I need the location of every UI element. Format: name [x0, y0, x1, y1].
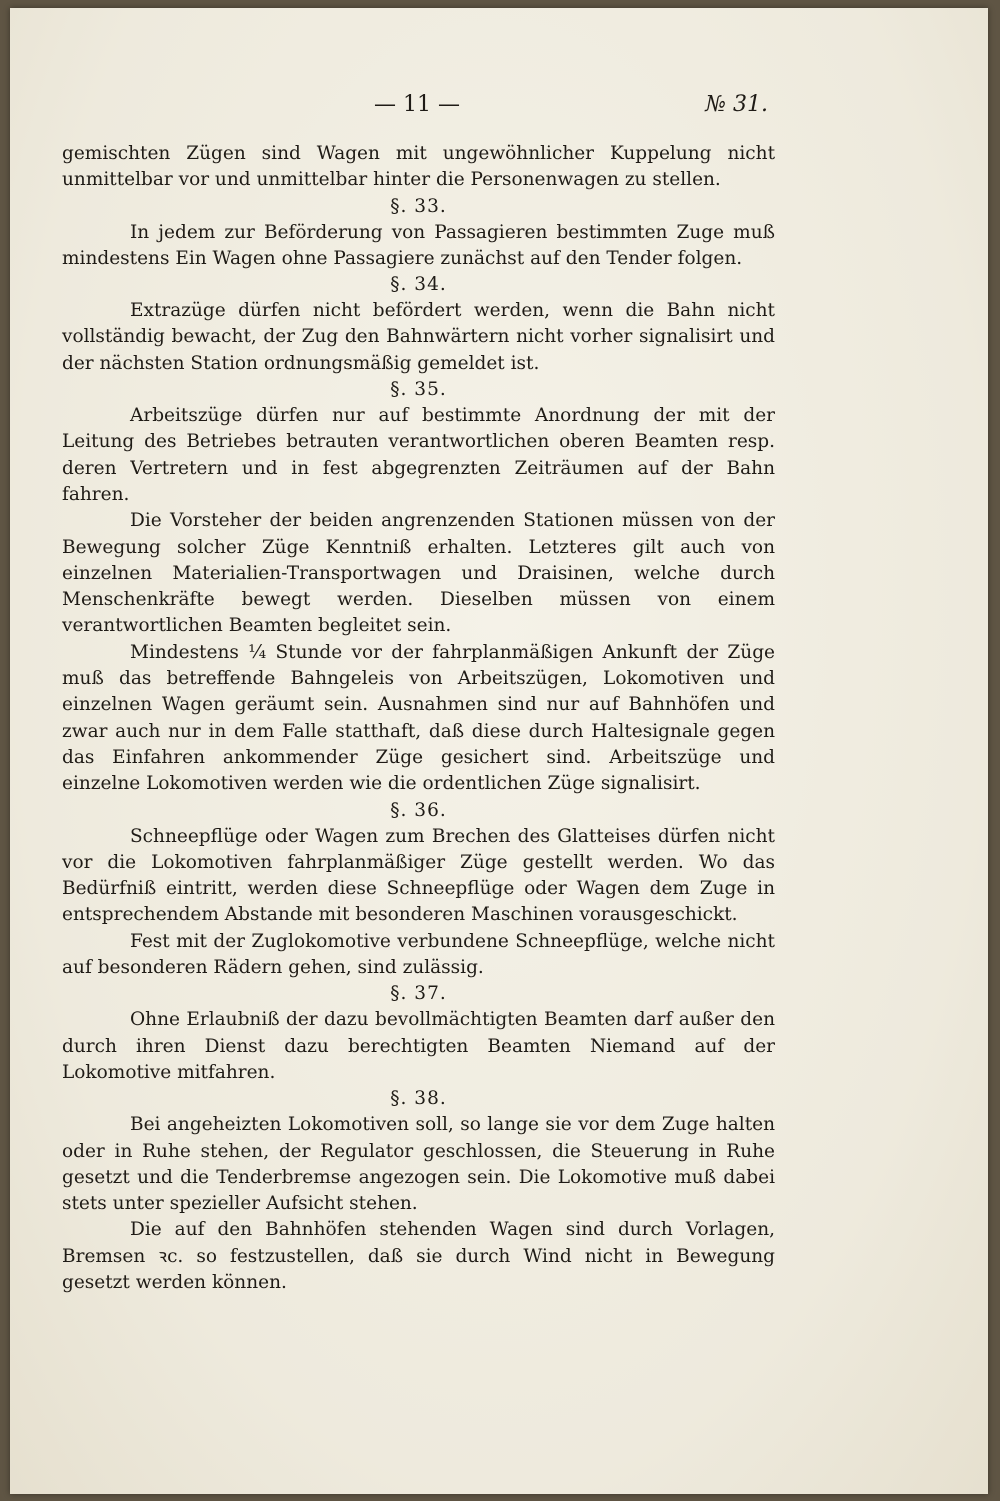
section-heading-35: §. 35. [390, 379, 447, 401]
issue-number: № 31. [705, 92, 768, 117]
section-38-paragraph-2: Die auf den Bahnhöfen stehenden Wagen sind durch Vorlagen, Bremsen ꝛc. so festzustellen, daß sie durch Wind nicht in Bewegung gesetzt werden können. [62, 1219, 775, 1293]
section-38-paragraph-1: Bei angeheizten Lokomotiven soll, so lange sie vor dem Zuge halten oder in Ruhe stehen, der Regulator geschlossen, die Steuerung in Ruhe gesetzt und die Tenderbremse angezogen sein. Die Lokomotive muß dabei stets unter spezieller Aufsicht stehen. [62, 1114, 775, 1215]
section-36-paragraph-1: Schneepflüge oder Wagen zum Brechen des Glatteises dürfen nicht vor die Lokomotiven fahrplanmäßiger Züge gestellt werden. Wo das Bedürfniß eintritt, werden diese Schneepflüge oder Wagen dem Zuge in entsprechendem Abstande mit besonderen Maschinen vorausgeschickt. [62, 825, 775, 926]
section-heading-36: §. 36. [390, 799, 447, 821]
section-35-paragraph-2: Die Vorsteher der beiden angrenzenden Stationen müssen von der Bewegung solcher Züge Kenntniß erhalten. Letzteres gilt auch von einzelnen Materialien-Transportwagen und Draisinen, welche durch Menschenkräfte bewegt werden. Dieselben müssen von einem verantwortlichen Beamten begleitet sein. [62, 510, 775, 637]
section-33-paragraph-1: In jedem zur Beförderung von Passagieren bestimmten Zuge muß mindestens Ein Wagen ohne Passagiere zunächst auf den Tender folgen. [62, 221, 775, 269]
section-heading-34: §. 34. [390, 274, 447, 296]
page-header [10, 92, 988, 132]
document-page [10, 8, 988, 1494]
section-35-paragraph-1: Arbeitszüge dürfen nur auf bestimmte Anordnung der mit der Leitung des Betriebes betrauten verantwortlichen oberen Beamten resp. deren Vertretern und in fest abgegrenzten Zeiträumen auf der Bahn fahren. [62, 405, 775, 505]
section-37-paragraph-1: Ohne Erlaubniß der dazu bevollmächtigten Beamten darf außer den durch ihren Dienst dazu berechtigten Beamten Niemand auf der Lokomotive mitfahren. [62, 1009, 775, 1083]
section-heading-33: §. 33. [390, 195, 447, 217]
document-body [62, 141, 775, 1296]
page-number: — 11 — [374, 92, 460, 117]
section-34-paragraph-1: Extrazüge dürfen nicht befördert werden, wenn die Bahn nicht vollständig bewacht, der Zug den Bahnwärtern nicht vorher signalisirt und der nächsten Station ordnungsmäßig gemeldet ist. [62, 300, 775, 374]
section-35-paragraph-3: Mindestens ¼ Stunde vor der fahrplanmäßigen Ankunft der Züge muß das betreffende Bahngeleis von Arbeitszügen, Lokomotiven und einzelnen Wagen geräumt sein. Ausnahmen sind nur auf Bahnhöfen und zwar auch nur in dem Falle statthaft, daß diese durch Haltesignale gegen das Einfahren ankommender Züge gesichert sind. Arbeitszüge und einzelne Lokomotiven werden wie die ordentlichen Züge signalisirt. [62, 641, 775, 795]
section-heading-37: §. 37. [390, 983, 447, 1005]
intro-paragraph: gemischten Zügen sind Wagen mit ungewöhnlicher Kuppelung nicht unmittelbar vor und unmittelbar hinter die Personenwagen zu stellen. [62, 143, 775, 191]
section-36-paragraph-2: Fest mit der Zuglokomotive verbundene Schneepflüge, welche nicht auf besonderen Rädern gehen, sind zulässig. [62, 930, 775, 979]
section-heading-38: §. 38. [390, 1088, 447, 1110]
